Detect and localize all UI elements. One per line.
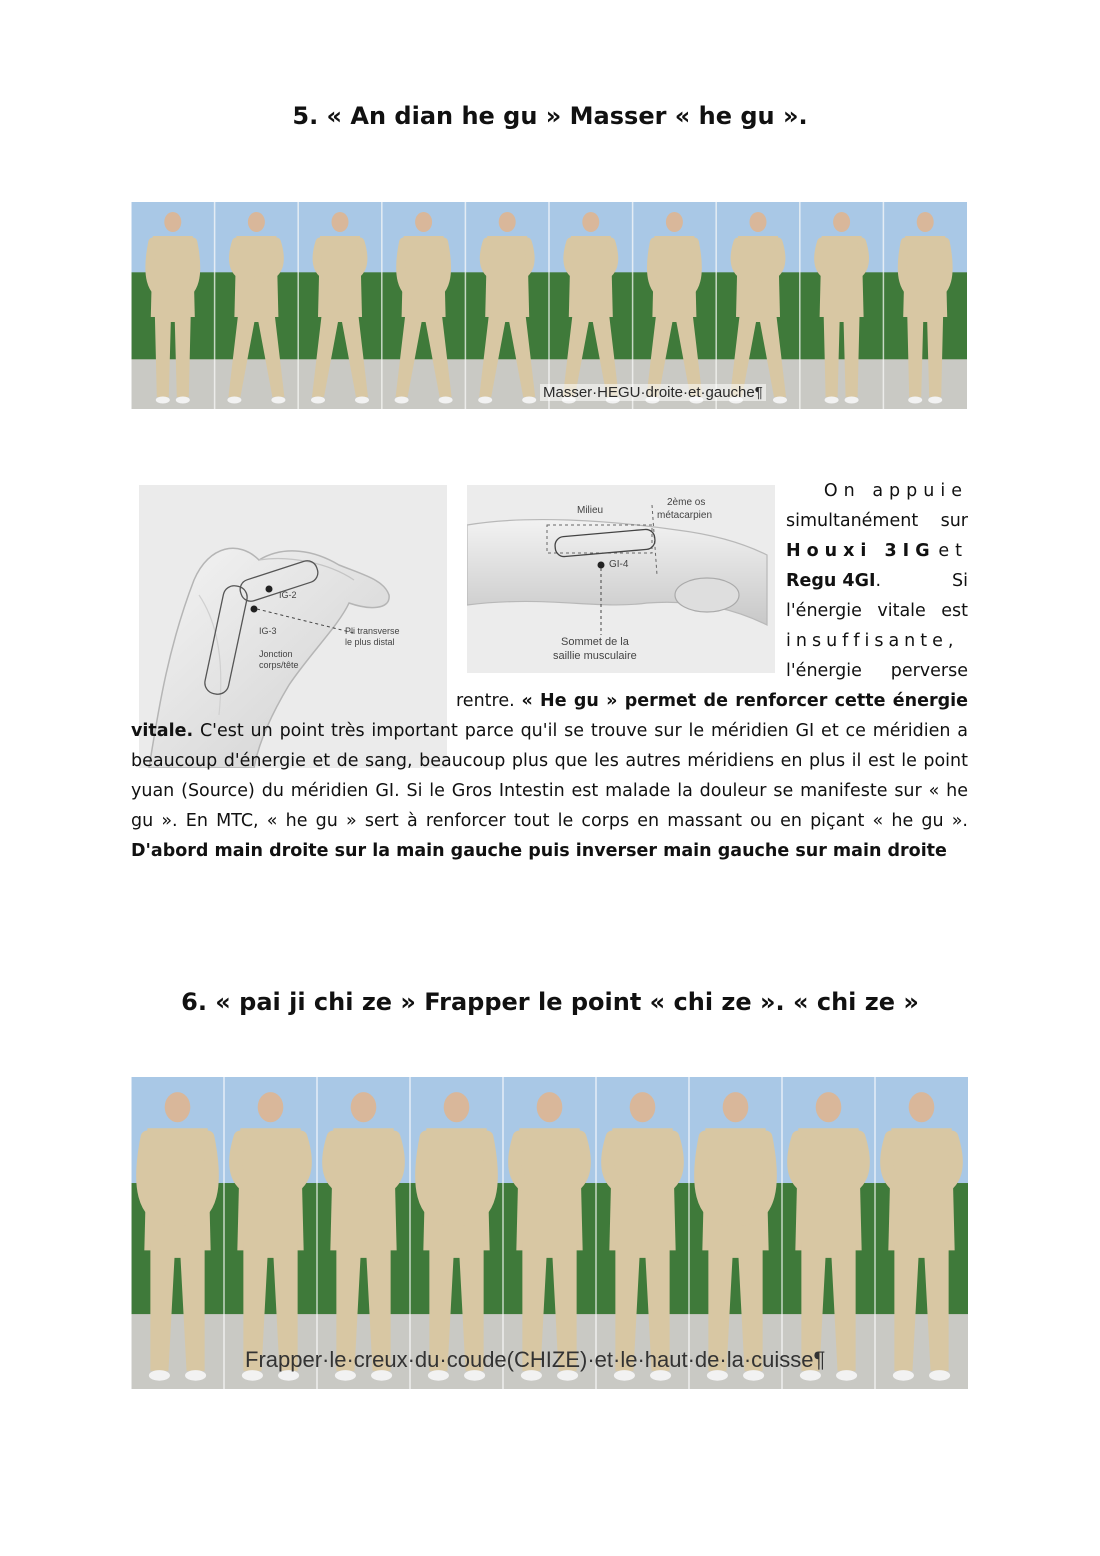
pose-frame [215, 202, 299, 409]
text-line-5: l'énergie vitale est [786, 601, 968, 621]
section-5-strip-caption: Masser·HEGU·droite·et·gauche¶ [540, 384, 766, 401]
text-hegu-body: C'est un point très important parce qu'il se trouve sur le méridien GI et ce méridien a beaucoup d'énergie et de sang, beaucoup plus que les autres méridiens en plus il est le point yuan (Source) du méridien GI. Si le Gros Intestin est malade la douleur se manifeste sur « he gu ». En MTC, « he gu » sert à renforcer tout le corps en massant ou en piçant « he gu ». [131, 721, 968, 831]
pose-frame [224, 1077, 317, 1389]
section-6-photo-strip [131, 1077, 968, 1389]
pose-frame [298, 202, 382, 409]
pose-frame [689, 1077, 782, 1389]
gi4-point [598, 562, 605, 569]
hand-illustration-hegu [467, 485, 775, 673]
section-6-strip-caption: Frapper·le·creux·du·coude(CHIZE)·et·le·haut·de·la·cuisse¶ [245, 1347, 826, 1372]
pose-frame [596, 1077, 689, 1389]
text-si: Si [952, 571, 968, 591]
label-jonction-1: Jonction [259, 649, 293, 659]
pose-frame [716, 202, 800, 409]
label-pli-1: Pli transverse [345, 626, 400, 636]
text-line-4 [786, 566, 968, 596]
label-sommet-1: Sommet de la [561, 636, 629, 648]
label-os-2: métacarpien [657, 510, 713, 521]
label-sommet-2: saillie musculaire [553, 650, 637, 662]
text-instruction: D'abord main droite sur la main gauche puis inverser main gauche sur main droite [131, 841, 947, 861]
pose-frame [800, 202, 884, 409]
pose-frame [633, 202, 717, 409]
text-hegu-emphasis: « He gu » permet de renforcer cette énergie vitale. [131, 691, 968, 741]
text-line-3 [786, 536, 968, 566]
label-pli-2: le plus distal [345, 637, 395, 647]
text-line-6: insuffisante, [786, 631, 959, 651]
paragraph-right-column [786, 476, 968, 686]
pose-frame [503, 1077, 596, 1389]
text-rentre: rentre. [456, 691, 515, 711]
label-os-1: 2ème os [667, 497, 706, 508]
pose-frame [782, 1077, 875, 1389]
section-5-title: 5. « An dian he gu » Masser « he gu ». [292, 102, 808, 130]
text-period: . [875, 571, 882, 591]
text-et: et [938, 541, 968, 561]
text-line-7: l'énergie perverse [786, 661, 968, 681]
text-line-1: On appuie [823, 481, 968, 501]
houxi-point: Houxi 3IG [786, 541, 936, 561]
pose-frame [382, 202, 466, 409]
regu-point: Regu 4GI [786, 571, 876, 591]
text-line-2: simultanément sur [786, 511, 968, 531]
ic3-point [251, 606, 258, 613]
section-5-photo-strip [131, 202, 967, 409]
pose-frame [317, 1077, 410, 1389]
tai-chi-poses-strip-6 [131, 1077, 968, 1389]
pose-frame [131, 202, 215, 409]
pose-frame [410, 1077, 503, 1389]
ic2-point [266, 586, 273, 593]
section-6-title: 6. « pai ji chi ze » Frapper le point « chi ze ». « chi ze » [181, 988, 919, 1016]
pose-frame [549, 202, 633, 409]
label-jonction-2: corps/tête [259, 660, 299, 670]
pose-frame [465, 202, 549, 409]
pose-frame [883, 202, 967, 409]
label-ic3: IG-3 [259, 626, 277, 636]
pose-frame [131, 1077, 224, 1389]
tai-chi-poses-strip-5 [131, 202, 967, 409]
pose-frame [875, 1077, 968, 1389]
label-gi4: GI-4 [609, 559, 629, 570]
paragraph-main [131, 686, 968, 866]
label-milieu: Milieu [577, 505, 604, 516]
label-ic2: IG-2 [279, 590, 297, 600]
